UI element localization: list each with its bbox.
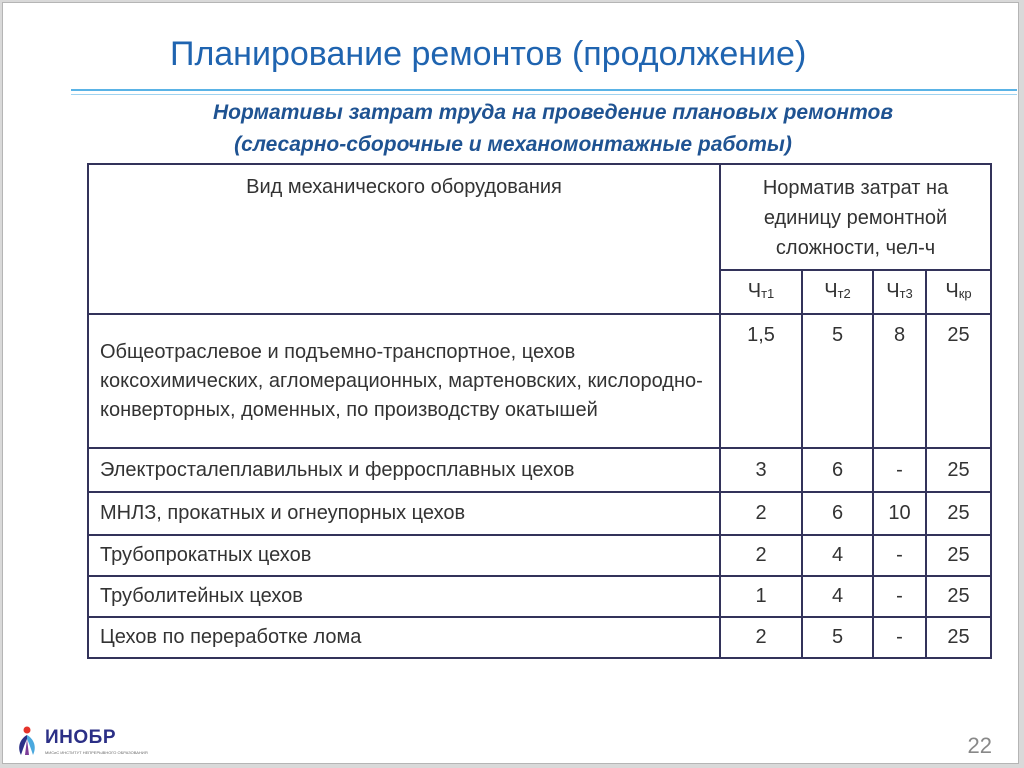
value-kr: 25 bbox=[926, 448, 991, 492]
table-row bbox=[88, 448, 991, 492]
value-t3: - bbox=[873, 576, 926, 617]
logo-name: ИНОБР bbox=[45, 727, 116, 748]
value-t1: 2 bbox=[720, 535, 802, 576]
inobr-logo bbox=[11, 721, 148, 761]
logo-small-text: МИСиС ИНСТИТУТ НЕПРЕРЫВНОГО ОБРАЗОВАНИЯ bbox=[45, 750, 148, 755]
table-row bbox=[88, 492, 991, 535]
table-caption bbox=[113, 97, 993, 161]
value-kr: 25 bbox=[926, 314, 991, 448]
value-kr: 25 bbox=[926, 576, 991, 617]
value-t2: 5 bbox=[802, 617, 873, 658]
page-number: 22 bbox=[967, 733, 992, 758]
equipment-kind-cell: Электросталеплавильных и ферросплавных цехов bbox=[88, 448, 720, 492]
table-row bbox=[88, 314, 991, 448]
caption-line-1: Нормативы затрат труда на проведение плановых ремонтов bbox=[212, 101, 894, 124]
header-norm: Норматив затрат на единицу ремонтной сложности, чел-ч bbox=[720, 164, 991, 270]
value-t2: 5 bbox=[802, 314, 873, 448]
subheader-ch-kr: $Ч_{кр}$ bbox=[926, 270, 991, 314]
value-t3: - bbox=[873, 535, 926, 576]
value-t2: 6 bbox=[802, 448, 873, 492]
value-t3: - bbox=[873, 617, 926, 658]
value-t3: 8 bbox=[873, 314, 926, 448]
value-t3: 10 bbox=[873, 492, 926, 535]
value-t2: 4 bbox=[802, 576, 873, 617]
value-t2: 4 bbox=[802, 535, 873, 576]
header-row bbox=[88, 164, 991, 270]
inobr-logo-icon bbox=[11, 725, 43, 757]
value-t3: - bbox=[873, 448, 926, 492]
subheader-ch-t2: $Ч_{т2}$ bbox=[802, 270, 873, 314]
caption-line-2: (слесарно-сборочные и механомонтажные работы) bbox=[234, 133, 792, 156]
equipment-kind-cell: Трубопрокатных цехов bbox=[88, 535, 720, 576]
equipment-kind-cell: МНЛЗ, прокатных и огнеупорных цехов bbox=[88, 492, 720, 535]
equipment-kind-cell: Труболитейных цехов bbox=[88, 576, 720, 617]
table-row bbox=[88, 576, 991, 617]
value-t2: 6 bbox=[802, 492, 873, 535]
slide-title: Планирование ремонтов (продолжение) bbox=[170, 35, 807, 73]
value-t1: 1 bbox=[720, 576, 802, 617]
value-t1: 3 bbox=[720, 448, 802, 492]
value-t1: 1,5 bbox=[720, 314, 802, 448]
value-kr: 25 bbox=[926, 617, 991, 658]
value-kr: 25 bbox=[926, 492, 991, 535]
header-equipment-kind: Вид механического оборудования bbox=[88, 164, 720, 314]
labor-norms-table bbox=[87, 163, 992, 659]
subheader-ch-t1: $Ч_{т1}$ bbox=[720, 270, 802, 314]
subheader-ch-t3: $Ч_{т3}$ bbox=[873, 270, 926, 314]
value-t1: 2 bbox=[720, 617, 802, 658]
table-row bbox=[88, 617, 991, 658]
slide bbox=[2, 2, 1019, 764]
equipment-kind-cell: Общеотраслевое и подъемно-транспортное, цехов коксохимических, агломерационных, мартеновских, кислородно-конверторных, доменных, по производству окатышей bbox=[88, 314, 720, 448]
title-underline bbox=[71, 89, 1017, 95]
value-kr: 25 bbox=[926, 535, 991, 576]
value-t1: 2 bbox=[720, 492, 802, 535]
equipment-kind-cell: Цехов по переработке лома bbox=[88, 617, 720, 658]
table-row bbox=[88, 535, 991, 576]
